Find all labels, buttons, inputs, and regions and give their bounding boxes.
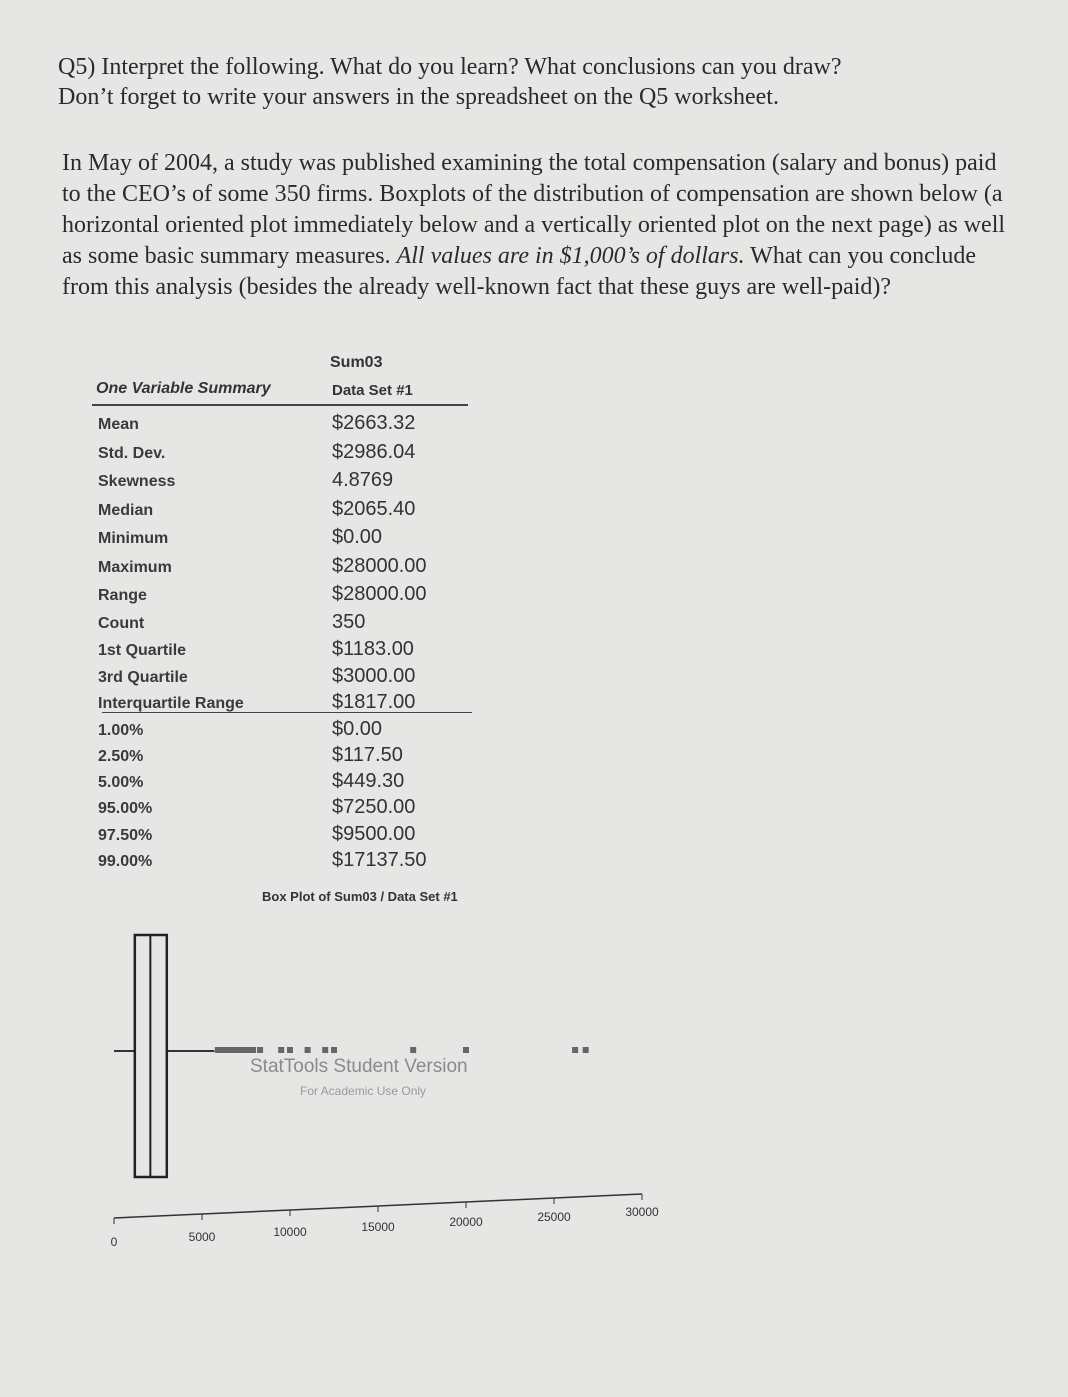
summary-row-label: Range xyxy=(98,587,147,604)
summary-row-value: $1817.00 xyxy=(332,691,416,713)
outlier-point xyxy=(278,1047,284,1053)
summary-row-label: 95.00% xyxy=(98,800,153,817)
summary-row-label: Median xyxy=(98,502,154,519)
summary-row xyxy=(92,718,472,744)
summary-row-value: $2663.32 xyxy=(332,412,416,434)
summary-row-value: $449.30 xyxy=(332,770,405,792)
outlier-point xyxy=(322,1047,328,1053)
summary-row-value: $1183.00 xyxy=(332,638,414,660)
summary-row-value: $117.50 xyxy=(332,744,403,766)
summary-row xyxy=(92,744,472,770)
summary-row-value: $28000.00 xyxy=(332,555,427,577)
summary-row xyxy=(92,583,472,609)
summary-row xyxy=(92,469,472,495)
summary-row-label: Minimum xyxy=(98,530,169,547)
summary-row-label: 3rd Quartile xyxy=(98,669,188,686)
watermark-text: StatTools Student Version xyxy=(250,1056,468,1077)
summary-row xyxy=(92,691,472,717)
summary-row-value: $0.00 xyxy=(332,526,383,548)
x-axis-tick-label: 15000 xyxy=(361,1220,395,1234)
summary-row-value: $2986.04 xyxy=(332,441,416,463)
paragraph-text-a: In May of 2004, a study was published examining the total compensation (salary and bonus) paid to the CEO’s of some 350 firms. Boxplots of the distribution of compensation are shown below (a horizontal oriented plot immediately below and a vertically oriented plot on the next page) as well as some basic summary measures. xyxy=(62,150,1006,269)
outlier-point xyxy=(250,1047,256,1053)
outlier-point xyxy=(463,1047,469,1053)
summary-row-value: $3000.00 xyxy=(332,665,416,687)
summary-row xyxy=(92,526,472,552)
summary-row-label: Std. Dev. xyxy=(98,445,166,462)
summary-row-label: 5.00% xyxy=(98,774,144,791)
summary-row xyxy=(92,498,472,524)
summary-row-label: Interquartile Range xyxy=(98,695,244,712)
summary-header-row xyxy=(92,380,468,406)
x-axis-tick-label: 5000 xyxy=(188,1230,216,1244)
outlier-point xyxy=(572,1047,578,1053)
watermark-subtext: For Academic Use Only xyxy=(300,1084,427,1098)
question-heading xyxy=(58,52,1018,112)
summary-row xyxy=(92,796,472,822)
summary-row-label: 2.50% xyxy=(98,748,144,765)
summary-row xyxy=(92,638,472,664)
problem-paragraph xyxy=(62,148,1012,303)
outlier-point xyxy=(410,1047,416,1053)
summary-row-value: $17137.50 xyxy=(332,849,427,871)
x-axis-tick-label: 0 xyxy=(110,1235,118,1249)
summary-row-value: 4.8769 xyxy=(332,469,394,491)
summary-row-value: $7250.00 xyxy=(332,796,416,818)
summary-row-label: Mean xyxy=(98,416,139,433)
outlier-point xyxy=(245,1047,251,1053)
summary-row-value: $9500.00 xyxy=(332,823,416,845)
outlier-point xyxy=(239,1047,245,1053)
variable-name: Sum03 xyxy=(330,354,383,371)
x-axis-tick-label: 10000 xyxy=(273,1225,307,1239)
outlier-point xyxy=(331,1047,337,1053)
question-line-1: Q5) Interpret the following. What do you learn? What conclusions can you draw? xyxy=(58,54,842,80)
summary-row-value: 350 xyxy=(332,611,366,633)
summary-row-label: Skewness xyxy=(98,473,176,490)
summary-row xyxy=(92,555,472,581)
outlier-point xyxy=(305,1047,311,1053)
summary-row-value: $0.00 xyxy=(332,718,383,740)
outlier-point xyxy=(287,1047,293,1053)
summary-row-label: 99.00% xyxy=(98,853,153,870)
paragraph-text-b: What can you conclude from this analysis (besides the already well-known fact that these guys are well-paid)? xyxy=(62,243,977,300)
outlier-point xyxy=(583,1047,589,1053)
summary-column-header: Data Set #1 xyxy=(332,382,413,399)
boxplot-title: Box Plot of Sum03 / Data Set #1 xyxy=(262,889,458,904)
summary-row xyxy=(92,611,472,637)
summary-row xyxy=(92,441,472,467)
summary-row xyxy=(92,823,472,849)
summary-row xyxy=(92,665,472,691)
x-axis-tick-label: 30000 xyxy=(625,1205,659,1219)
paragraph-italic-note: All values are in $1,000’s of dollars. xyxy=(396,243,745,269)
summary-row xyxy=(92,412,472,438)
summary-row-label: Maximum xyxy=(98,559,172,576)
outlier-point xyxy=(257,1047,263,1053)
summary-row-label: 97.50% xyxy=(98,827,153,844)
summary-row-label: 1.00% xyxy=(98,722,144,739)
question-line-2: Don’t forget to write your answers in the spreadsheet on the Q5 worksheet. xyxy=(58,84,779,110)
x-axis-tick-label: 20000 xyxy=(449,1215,483,1229)
summary-row-value: $2065.40 xyxy=(332,498,416,520)
table-separator xyxy=(102,712,472,713)
summary-row-label: 1st Quartile xyxy=(98,642,187,659)
summary-row-label: Count xyxy=(98,615,145,632)
x-axis-tick-label: 25000 xyxy=(537,1210,571,1224)
summary-header-label: One Variable Summary xyxy=(96,380,271,397)
summary-row xyxy=(92,770,472,796)
summary-row-value: $28000.00 xyxy=(332,583,427,605)
boxplot-chart xyxy=(0,900,1068,1260)
summary-row xyxy=(92,849,472,875)
